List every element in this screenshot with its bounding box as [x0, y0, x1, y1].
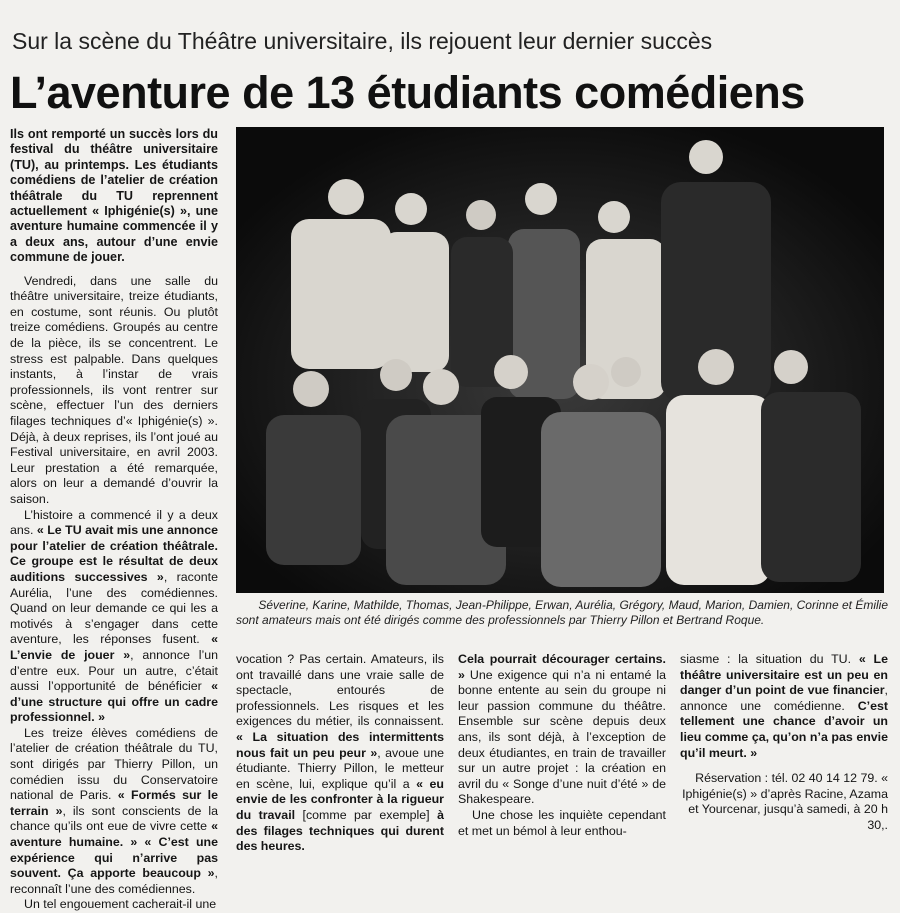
reservation-info: Réservation : tél. 02 40 14 12 79. « Iphigénie(s) » d’après Racine, Azama et Yourcenar, jusqu’à samedi, à 20 h 30,. [682, 771, 888, 832]
paragraph: Les treize élèves comédiens de l’atelier de création théâtrale du TU, sont dirigés par Thierry Pillon, un comédien issu du Conservatoire national de Paris. « Formés sur le terrain », ils sont conscients de la chance qu’ils ont eue de vivre cette « aventure humaine. » « C’est une expérience qui n’arrive pas souvent. Ça apporte beaucoup », reconnaît l’une des comédiennes. [10, 725, 218, 896]
column-2 [236, 652, 444, 854]
paragraph: Un tel engouement cacherait-il une [24, 897, 217, 912]
column-4 [680, 652, 888, 832]
paragraph: Cela pourrait décourager certains. » Une exigence qui n’a ni entamé la bonne entente au sein du groupe ni leur passion commune du théâtre. Ensemble sur scène depuis deux ans, ils sont déjà, à l’exception de deux étudiantes, en train de travailler sur un autre projet : la création en avril du « Songe d’une nuit d’été » de Shakespeare. [458, 652, 666, 807]
paragraph: siasme : la situation du TU. « Le théâtre universitaire est un peu en danger d’un point de vue financier, annonce une comédienne. C’est tellement une chance d’avoir un lieu comme ça, qu’on n’a pas envie qu’il meurt. » [680, 652, 888, 760]
photo-caption [236, 598, 888, 628]
kicker: Sur la scène du Théâtre universitaire, ils rejouent leur dernier succès [12, 28, 713, 54]
column-3 [458, 652, 666, 838]
headline: L’aventure de 13 étudiants comédiens [10, 67, 805, 118]
group-photo [236, 127, 884, 593]
column-1 [10, 127, 218, 912]
paragraph: vocation ? Pas certain. Amateurs, ils ont travaillé dans une vraie salle de spectacle, entourés de professionnels. Les risques et les exigences du métier, ils connaissent. « La situation des intermittents nous fait un peu peur », avoue une étudiante. Thierry Pillon, le metteur en scène, lui, explique qu’il a « eu envie de les confronter à la rigueur du travail [comme par exemple] à des filages techniques qui durent des heures. [236, 652, 444, 854]
caption-line: Séverine, Karine, Mathilde, Thomas, Jean-Philippe, Erwan, Aurélia, Grégory, Maud, Marion, Damien, Corinne et Émilie [258, 598, 888, 612]
paragraph: L’histoire a commencé il y a deux ans. « Le TU avait mis une annonce pour l’atelier de création théâtrale. Ce groupe est le résultat de deux auditions successives », raconte Aurélia, l’une des comédiennes. Quand on leur demande ce qui les a motivés à s’engager dans cette aventure, les réponses fusent. « L’envie de jouer », annonce l’un d’entre eux. Pour un autre, c’était aussi l’opportunité de bénéficier « d’une structure qui offre un cadre professionnel. » [10, 507, 218, 725]
photo-illustration [236, 127, 884, 593]
paragraph: Une chose les inquiète cependant et met un bémol à leur enthou- [458, 807, 666, 838]
caption-line: sont amateurs mais ont été dirigés comme des professionnels par Thierry Pillon et Bertrand Roque. [236, 613, 765, 627]
lead-paragraph: Ils ont remporté un succès lors du festival du théâtre universitaire (TU), au printemps. Les étudiants comédiens de l’atelier de création théâtrale du TU reprennent actuellement « Iphigénie(s) », une aventure humaine commencée il y a deux ans, autour d’une envie commune de jouer. [10, 127, 218, 265]
paragraph: Vendredi, dans une salle du théâtre universitaire, treize étudiants, en costume, sont réunis. Ou plutôt treize comédiens. Groupés au centre de la pièce, ils se concentrent. Le stress est palpable. Dans quelques instants, à l’instar de vrais professionnels, ils vont rentrer sur scène, effectuer l’un des derniers filages techniques d’« Iphigénie(s) ». Déjà, à deux reprises, ils l’ont joué au Festival universitaire, en avril 2003. Leur prestation a été remarquée, alors on leur a demandé d’ouvrir la saison. [10, 273, 218, 506]
